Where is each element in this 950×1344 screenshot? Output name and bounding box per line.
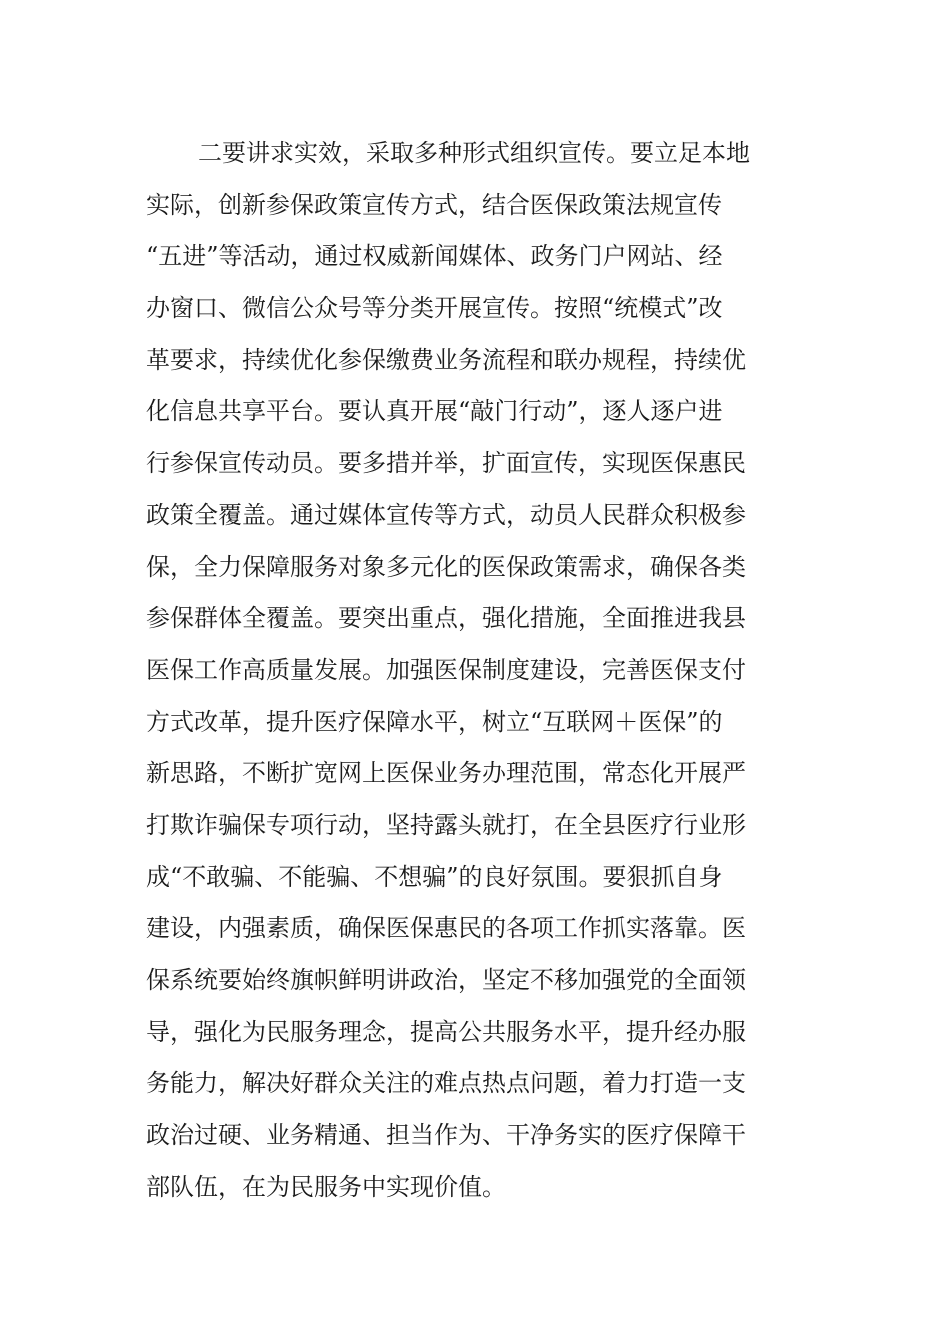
paragraph-line: “五进”等活动，通过权威新闻媒体、政务门户网站、经 — [146, 242, 723, 271]
paragraph-line: 实际，创新参保政策宣传方式，结合医保政策法规宣传 — [146, 190, 722, 219]
paragraph-line: 革要求，持续优化参保缴费业务流程和联办规程，持续优 — [146, 345, 746, 374]
paragraph-line: 建设，内强素质，确保医保惠民的各项工作抓实落靠。医 — [146, 914, 746, 943]
paragraph-line: 办窗口、微信公众号等分类开展宣传。按照“统模式”改 — [146, 294, 723, 323]
paragraph-line: 部队伍，在为民服务中实现价值。 — [146, 1172, 506, 1201]
paragraph-line: 政治过硬、业务精通、担当作为、干净务实的医疗保障干 — [146, 1121, 746, 1150]
paragraph-line: 打欺诈骗保专项行动，坚持露头就打，在全县医疗行业形 — [146, 810, 746, 839]
paragraph-line: 行参保宣传动员。要多措并举，扩面宣传，实现医保惠民 — [146, 449, 746, 478]
paragraph-line: 保系统要始终旗帜鲜明讲政治，坚定不移加强党的全面领 — [146, 966, 746, 994]
paragraph-line: 务能力，解决好群众关注的难点热点问题，着力打造一支 — [146, 1069, 746, 1098]
paragraph-line: 导，强化为民服务理念，提高公共服务水平，提升经办服 — [146, 1017, 746, 1046]
paragraph-line: 政策全覆盖。通过媒体宣传等方式，动员人民群众积极参 — [146, 500, 746, 529]
paragraph-line: 新思路，不断扩宽网上医保业务办理范围，常态化开展严 — [146, 759, 746, 788]
body-paragraph — [146, 128, 786, 1213]
paragraph-line: 参保群体全覆盖。要突出重点，强化措施，全面推进我县 — [146, 604, 746, 633]
paragraph-line: 医保工作高质量发展。加强医保制度建设，完善医保支付 — [146, 655, 746, 684]
paragraph-line: 二要讲求实效，采取多种形式组织宣传。要立足本地 — [198, 139, 750, 167]
paragraph-line: 保，全力保障服务对象多元化的医保政策需求，确保各类 — [146, 552, 746, 581]
paragraph-line: 化信息共享平台。要认真开展“敲门行动”，逐人逐户进 — [146, 397, 723, 426]
paragraph-line: 方式改革，提升医疗保障水平，树立“互联网＋医保”的 — [146, 707, 723, 736]
paragraph-line: 成“不敢骗、不能骗、不想骗”的良好氛围。要狠抓自身 — [146, 862, 723, 891]
